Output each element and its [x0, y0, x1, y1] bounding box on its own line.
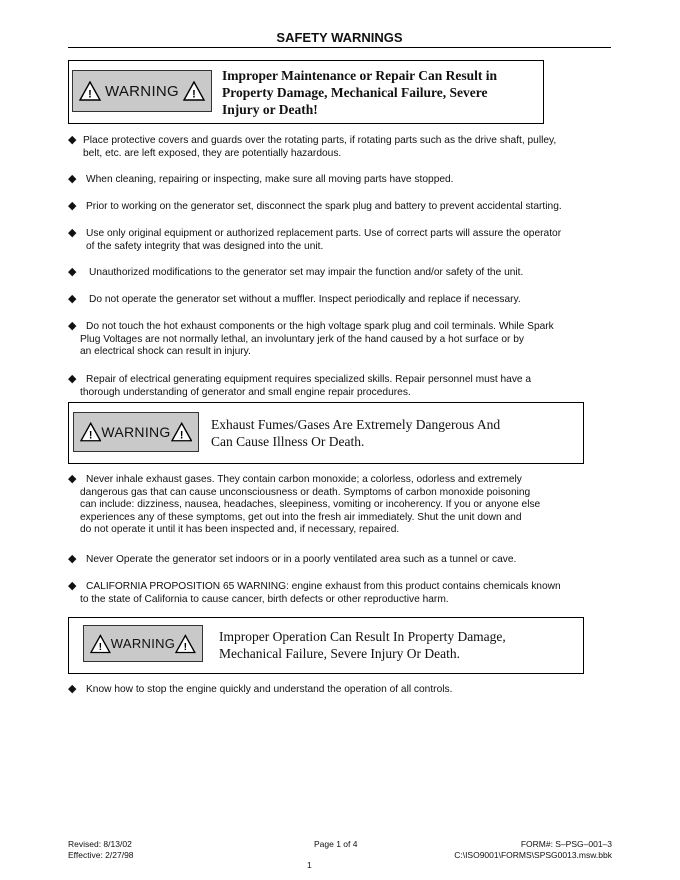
revised-date: Revised: 8/13/02 — [68, 839, 132, 849]
diamond-bullet-icon: ◆ — [68, 320, 77, 332]
svg-text:!: ! — [88, 88, 92, 101]
page-count: Page 1 of 4 — [314, 839, 358, 849]
list-item: ◆ Never inhale exhaust gases. They contain carbon monoxide; a colorless, odorless and extremely dangerous gas that can cause unconsciousness or death. Symptoms of carbon monoxide poisoning can include: dizziness, nausea, headaches, sleepiness, vomiting or incoherency. If you or anyone else experiences any of these symptoms, get out into the fresh air immediately. Shut the unit down and do not operate it until it has been inspected and, if necessary, repaired. — [68, 473, 541, 536]
warning-line: Mechanical Failure, Severe Injury Or Death. — [219, 646, 461, 661]
list-item: ◆ Unauthorized modifications to the generator set may impair the function and/or safety of the unit. — [68, 266, 524, 278]
warning-triangle-icon — [175, 634, 196, 654]
warning-message — [222, 67, 542, 118]
page-title: SAFETY WARNINGS — [276, 30, 403, 45]
footer-form — [454, 839, 612, 860]
warning-triangle-icon — [183, 81, 205, 101]
diamond-bullet-icon: ◆ — [68, 173, 77, 185]
title-rule — [68, 47, 611, 48]
warning-badge — [73, 412, 199, 452]
diamond-bullet-icon: ◆ — [68, 580, 77, 592]
warning-label: WARNING — [101, 424, 171, 440]
svg-text:!: ! — [183, 641, 188, 653]
diamond-bullet-icon: ◆ — [68, 373, 77, 385]
warning-triangle-icon — [79, 81, 101, 101]
diamond-bullet-icon: ◆ — [68, 293, 77, 305]
warning-message — [211, 416, 581, 450]
form-number: FORM#: S–PSG–001–3 — [520, 839, 612, 849]
warning-triangle-icon — [171, 422, 192, 442]
warning-badge — [72, 70, 212, 112]
warning-box-operation — [68, 617, 584, 674]
list-item: ◆ Never Operate the generator set indoors or in a poorly ventilated area such as a tunnel or cave. — [68, 553, 517, 565]
warning-message — [219, 628, 581, 662]
warning-badge — [83, 625, 203, 662]
list-item: ◆ When cleaning, repairing or inspecting, make sure all moving parts have stopped. — [68, 173, 454, 185]
warning-line: Exhaust Fumes/Gases Are Extremely Dangerous And — [211, 417, 501, 432]
svg-text:!: ! — [179, 429, 184, 442]
list-item: ◆ CALIFORNIA PROPOSITION 65 WARNING: engine exhaust from this product contains chemicals known to the state of California to cause cancer, birth defects or other reproductive harm. — [68, 580, 561, 605]
svg-text:!: ! — [192, 88, 196, 101]
list-item: ◆ Know how to stop the engine quickly and understand the operation of all controls. — [68, 683, 453, 695]
file-path: C:\ISO9001\FORMS\SPSG0013.msw.bbk — [454, 849, 612, 860]
page-number: 1 — [307, 860, 312, 870]
diamond-bullet-icon: ◆ — [68, 227, 77, 239]
diamond-bullet-icon: ◆ — [68, 683, 77, 695]
list-item: ◆ Do not operate the generator set without a muffler. Inspect periodically and replace if necessary. — [68, 293, 521, 305]
svg-text:!: ! — [98, 641, 103, 653]
list-item: ◆ Do not touch the hot exhaust components or the high voltage spark plug and coil terminals. While Spark Plug Voltages are not normally lethal, an involuntary jerk of the hand caused by a hot surface or by an electrical shock can result in injury. — [68, 320, 554, 358]
diamond-bullet-icon: ◆ — [68, 134, 77, 146]
diamond-bullet-icon: ◆ — [68, 266, 77, 278]
diamond-bullet-icon: ◆ — [68, 473, 77, 485]
warning-label: WARNING — [104, 82, 180, 100]
warning-line: Injury or Death! — [222, 102, 318, 117]
footer-revision — [68, 839, 134, 860]
list-item: ◆ Prior to working on the generator set, disconnect the spark plug and battery to prevent accidental starting. — [68, 200, 562, 212]
warning-line: Improper Maintenance or Repair Can Result in — [222, 68, 498, 83]
warning-box-maintenance — [68, 60, 544, 124]
diamond-bullet-icon: ◆ — [68, 553, 77, 565]
warning-triangle-icon — [90, 634, 111, 654]
list-item: ◆ Repair of electrical generating equipment requires specialized skills. Repair personnel must have a thorough understanding of generator and small engine repair procedures. — [68, 373, 532, 398]
diamond-bullet-icon: ◆ — [68, 200, 77, 212]
warning-line: Property Damage, Mechanical Failure, Severe — [222, 85, 488, 100]
svg-text:!: ! — [88, 429, 93, 442]
effective-date: Effective: 2/27/98 — [68, 849, 134, 860]
warning-triangle-icon — [80, 422, 101, 442]
warning-line: Can Cause Illness Or Death. — [211, 434, 365, 449]
list-item: ◆ Use only original equipment or authorized replacement parts. Use of correct parts will assure the operator of the safety integrity that was designed into the unit. — [68, 227, 562, 252]
warning-label: WARNING — [110, 636, 176, 651]
warning-box-exhaust — [68, 402, 584, 464]
warning-line: Improper Operation Can Result In Property Damage, — [219, 629, 506, 644]
list-item: ◆ Place protective covers and guards over the rotating parts, if rotating parts such as the drive shaft, pulley, belt, etc. are left exposed, they are potentially hazardous. — [68, 134, 557, 159]
